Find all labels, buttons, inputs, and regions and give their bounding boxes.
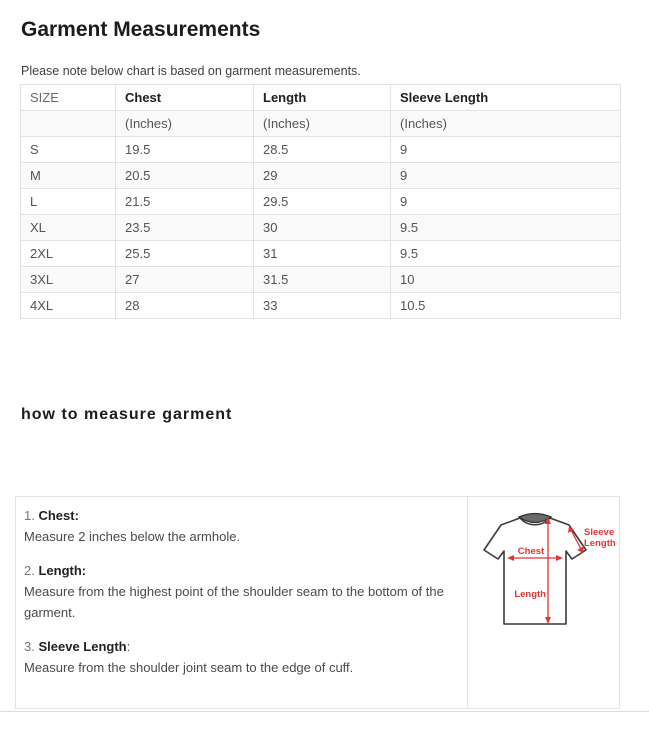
table-row: [21, 163, 621, 189]
bottom-divider: [0, 711, 649, 712]
instruction-item: [24, 505, 447, 547]
measurement-cell: 29: [254, 163, 391, 189]
measurement-cell: 27: [116, 267, 254, 293]
table-row: [21, 241, 621, 267]
table-row: [21, 137, 621, 163]
column-header-chest: Chest: [116, 85, 254, 111]
table-header-row: [21, 85, 621, 111]
instruction-label: Chest:: [38, 508, 79, 523]
table-units-row: [21, 111, 621, 137]
instruction-heading: [24, 505, 447, 526]
units-cell: [21, 111, 116, 137]
measurement-cell: 29.5: [254, 189, 391, 215]
measurement-cell: 21.5: [116, 189, 254, 215]
length-label: Length: [514, 589, 546, 600]
page-title: Garment Measurements: [21, 18, 261, 41]
table-row: [21, 293, 621, 319]
measurement-cell: 31: [254, 241, 391, 267]
size-cell: S: [21, 137, 116, 163]
measurement-cell: 10: [391, 267, 621, 293]
measurement-cell: 20.5: [116, 163, 254, 189]
instruction-number: 2.: [24, 563, 39, 578]
tshirt-icon: [484, 518, 586, 624]
column-header-sleeve-length: Sleeve Length: [391, 85, 621, 111]
measurement-cell: 28.5: [254, 137, 391, 163]
size-table-body: [21, 137, 621, 319]
instruction-heading: [24, 560, 447, 581]
instruction-text: Measure from the shoulder joint seam to the edge of cuff.: [24, 660, 354, 675]
column-header-size: SIZE: [21, 85, 116, 111]
measurement-cell: 30: [254, 215, 391, 241]
table-row: [21, 267, 621, 293]
size-cell: 4XL: [21, 293, 116, 319]
sleeve-length-label-line1: Sleeve: [584, 527, 615, 538]
instruction-item: [24, 560, 447, 623]
measurement-cell: 10.5: [391, 293, 621, 319]
tshirt-diagram-svg: [468, 497, 620, 710]
units-cell: (Inches): [254, 111, 391, 137]
measurement-cell: 9: [391, 189, 621, 215]
table-row: [21, 215, 621, 241]
chest-label: Chest: [517, 546, 545, 557]
tshirt-diagram: [467, 497, 619, 708]
instruction-label: Length:: [38, 563, 87, 578]
units-cell: (Inches): [391, 111, 621, 137]
measurement-cell: 25.5: [116, 241, 254, 267]
size-chart-table: [20, 84, 621, 319]
column-header-length: Length: [254, 85, 391, 111]
measurement-cell: 9.5: [391, 215, 621, 241]
section-heading: how to measure garment: [21, 406, 233, 423]
size-cell: M: [21, 163, 116, 189]
size-cell: L: [21, 189, 116, 215]
instruction-number: 3.: [24, 639, 39, 654]
sleeve-length-label-line2: Length: [584, 538, 616, 549]
instruction-heading: [24, 636, 447, 657]
measurement-cell: 28: [116, 293, 254, 319]
instruction-label-suffix: :: [126, 639, 131, 654]
units-cell: (Inches): [116, 111, 254, 137]
measurement-cell: 19.5: [116, 137, 254, 163]
size-cell: 2XL: [21, 241, 116, 267]
instruction-item: [24, 636, 447, 678]
chart-note: Please note below chart is based on garment measurements.: [21, 64, 361, 78]
measurement-cell: 9: [391, 137, 621, 163]
size-cell: XL: [21, 215, 116, 241]
measurement-cell: 23.5: [116, 215, 254, 241]
instruction-number: 1.: [24, 508, 39, 523]
instruction-text: Measure 2 inches below the armhole.: [24, 529, 241, 544]
measurement-cell: 33: [254, 293, 391, 319]
measurement-cell: 9.5: [391, 241, 621, 267]
instruction-label: Sleeve Length: [38, 639, 127, 654]
measurement-cell: 9: [391, 163, 621, 189]
instructions-list: [16, 497, 467, 708]
size-cell: 3XL: [21, 267, 116, 293]
instruction-text: Measure from the highest point of the shoulder seam to the bottom of the garment.: [24, 584, 444, 620]
measurement-cell: 31.5: [254, 267, 391, 293]
measure-guide-panel: [15, 496, 620, 709]
table-row: [21, 189, 621, 215]
